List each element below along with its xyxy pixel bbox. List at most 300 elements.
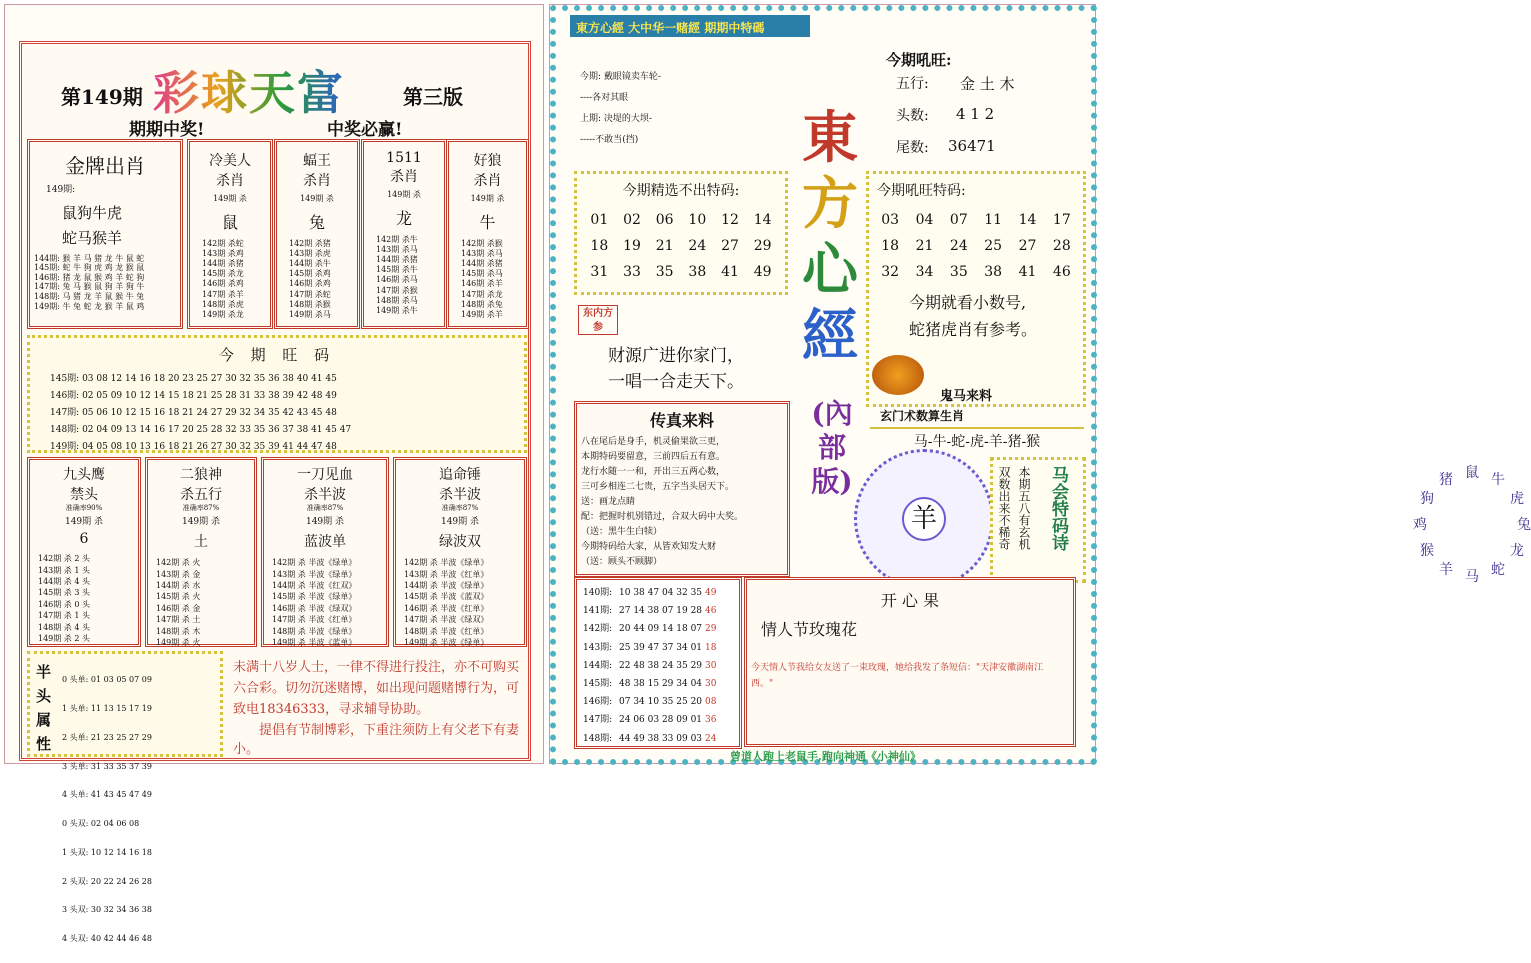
number-cell: 24 xyxy=(688,238,707,254)
bantou-row: 0 头双: 02 04 06 08 xyxy=(62,819,140,829)
jinpai-issue: 149期: xyxy=(46,185,76,195)
not-out-title: 今期精选不出特码: xyxy=(622,183,740,199)
number-cell: 12 xyxy=(721,212,739,228)
result-row xyxy=(583,639,739,657)
bottom-row: 147期 杀 半波《绿双》 xyxy=(404,615,489,625)
hot-title: 今期吼旺特码: xyxy=(877,183,966,199)
jinpai-line1: 鼠狗牛虎 xyxy=(62,203,123,222)
result-special: 30 xyxy=(705,679,717,690)
kill-row: 144期 杀猪 xyxy=(202,259,244,268)
side-title: 马会特码诗 xyxy=(1048,466,1068,551)
number-cell: 31 xyxy=(590,264,609,280)
result-row xyxy=(583,675,739,693)
kill-row: 145期 杀马 xyxy=(461,269,503,279)
zodiac-sign: 猪 xyxy=(1439,471,1453,488)
bottom-row: 142期 杀 火 xyxy=(156,558,201,568)
zodiac-sign: 龙 xyxy=(1510,543,1525,559)
history-row: 145期: 蛇 牛 狗 虎 鸡 龙 猴 鼠 xyxy=(34,263,145,273)
bottom-pick: 绿波双 xyxy=(439,534,481,551)
number-cell: 01 xyxy=(590,212,609,228)
result-special: 29 xyxy=(705,624,717,635)
kill-row: 142期 杀牛 xyxy=(376,234,418,244)
kill-row: 146期 杀羊 xyxy=(461,279,503,289)
result-issue: 144期: xyxy=(583,660,613,671)
result-special: 24 xyxy=(705,733,717,744)
bottom-row: 143期 杀 1 头 xyxy=(38,565,90,575)
kill-row: 146期 杀鸡 xyxy=(289,279,331,289)
zodiac-sign: 马 xyxy=(1465,569,1479,585)
chuanzhen-line: （送：顾头不顾脚） xyxy=(581,557,663,567)
bottom-rate: 准确率87% xyxy=(182,504,220,512)
zodiac-center: 羊 xyxy=(902,497,946,541)
bantou-label xyxy=(36,660,51,756)
result-row xyxy=(583,711,739,729)
result-row xyxy=(583,620,739,638)
chuanzhen-line: 配：把握时机别错过，合双大码中大奖。 xyxy=(581,512,744,522)
result-issue: 147期: xyxy=(583,715,613,726)
bottom-row: 147期 杀 土 xyxy=(156,615,201,625)
kill-title-2: 杀肖 xyxy=(473,173,502,189)
wang-title: 今期吼旺: xyxy=(886,51,952,69)
kill-title-2: 杀肖 xyxy=(216,173,244,189)
wangma-row: 145期: 03 08 12 14 16 18 20 23 25 27 30 32 35 36 38 40 41 45 xyxy=(50,374,337,384)
bottom-title-2: 杀半波 xyxy=(304,487,346,503)
bottom-row: 147期 杀 1 头 xyxy=(38,611,90,621)
bottom-row: 149期 杀 半波《绿单》 xyxy=(404,638,489,648)
kill-row: 149期 杀羊 xyxy=(461,310,503,320)
kill-sub: 149期 杀 xyxy=(470,194,505,203)
number-cell: 27 xyxy=(1018,238,1037,254)
number-cell: 41 xyxy=(1018,264,1037,280)
number-cell: 41 xyxy=(721,264,739,280)
notice-text-2: 提倡有节制博彩，下重注须防上有父老下有妻小。 xyxy=(233,723,520,757)
result-special: 18 xyxy=(705,642,717,653)
bottom-row: 148期 杀 4 头 xyxy=(38,622,90,632)
history-row: 144期: 猴 羊 马 猪 龙 牛 鼠 蛇 xyxy=(34,253,145,263)
chuanzhen-line: 八在尾后是身手，机灵偷果欲三更， xyxy=(581,437,726,447)
bantou-row: 1 头双: 10 12 14 16 18 xyxy=(62,847,152,857)
jinpai-history xyxy=(34,254,180,312)
bottom-title-2: 杀半波 xyxy=(439,487,481,503)
bantou-row: 3 头双: 30 32 34 36 38 xyxy=(62,905,152,915)
brand-title xyxy=(796,105,864,369)
bottom-row: 142期 杀 半波《绿单》 xyxy=(404,558,489,568)
number-cell: 29 xyxy=(753,238,772,254)
kill-column xyxy=(274,139,360,329)
number-cell: 35 xyxy=(655,264,674,280)
chuanzhen-line: 龙行水随一一和，开出三五两心数， xyxy=(581,467,726,477)
bottom-rows xyxy=(156,557,254,648)
wangma-row: 148期: 02 04 09 13 14 16 17 20 25 28 32 33 35 36 37 38 41 45 47 xyxy=(50,425,352,435)
result-numbers: 27 14 38 07 19 28 xyxy=(619,606,703,617)
kill-column xyxy=(187,139,273,329)
number-cell: 11 xyxy=(984,212,1003,228)
kill-row: 146期 杀鸡 xyxy=(202,279,244,289)
bottom-rows xyxy=(272,557,386,648)
bantou-row: 2 头单: 21 23 25 27 29 xyxy=(62,732,152,742)
wangma-row: 146期: 02 05 09 10 12 14 15 18 21 25 28 31 33 38 39 42 48 49 xyxy=(50,391,337,401)
result-numbers: 24 06 03 28 09 01 xyxy=(619,715,703,726)
number-cell: 28 xyxy=(1052,238,1071,254)
kill-row: 142期 杀猴 xyxy=(461,238,503,248)
bottom-sub: 149期 杀 xyxy=(305,516,345,527)
kill-row: 147期 杀羊 xyxy=(202,289,244,299)
wx-label: 五行: xyxy=(896,76,929,92)
number-cell: 14 xyxy=(1018,212,1037,228)
bottom-title-2: 杀五行 xyxy=(180,487,222,503)
not-out-grid xyxy=(583,212,779,280)
bottom-row: 143期 杀 半波《绿单》 xyxy=(272,569,357,579)
result-numbers: 48 38 15 29 34 04 xyxy=(619,679,703,690)
left-page xyxy=(4,4,544,944)
kill-row: 143期 杀鸡 xyxy=(202,248,244,258)
kill-pick: 兔 xyxy=(308,212,325,232)
kill-row: 142期 杀猪 xyxy=(289,238,331,248)
number-cell: 04 xyxy=(915,212,934,228)
bottom-row: 146期 杀 0 头 xyxy=(38,599,90,609)
kill-row: 144期 杀猪 xyxy=(376,255,418,264)
result-issue: 146期: xyxy=(583,697,613,708)
history-row: 146期: 猪 龙 鼠 猴 鸡 羊 蛇 狗 xyxy=(34,272,145,282)
brand-char: 東 xyxy=(802,105,858,171)
result-special: 36 xyxy=(705,715,717,726)
jinpai-line2: 蛇马猴羊 xyxy=(62,228,123,247)
issue-number: 第149期 xyxy=(61,85,143,109)
label-char: 属 xyxy=(36,711,52,729)
result-row xyxy=(583,602,739,620)
bottom-row: 142期 杀 2 头 xyxy=(38,554,90,564)
bottom-row: 147期 杀 半波《红单》 xyxy=(272,615,357,625)
wei-label: 尾数: xyxy=(896,140,929,156)
zodiac-sign: 兔 xyxy=(1517,517,1531,533)
kill-row: 143期 杀马 xyxy=(461,248,503,258)
kill-column xyxy=(361,139,447,329)
kill-row: 148期 杀猴 xyxy=(289,299,331,309)
number-cell: 46 xyxy=(1052,264,1071,280)
bantou-row: 4 头双: 40 42 44 46 48 xyxy=(62,934,152,944)
hot-tip-1: 今期就看小数号, xyxy=(909,293,1027,312)
bottom-row: 145期 杀 火 xyxy=(156,592,201,602)
bottom-sub: 149期 杀 xyxy=(181,516,221,527)
bottom-title-1: 二狼神 xyxy=(180,467,222,483)
wx-value: 金 土 木 xyxy=(960,75,1015,93)
side-poem-2: 本期五八有玄机 xyxy=(1017,466,1031,550)
kill-row: 148期 杀兔 xyxy=(461,299,503,309)
number-cell: 35 xyxy=(949,264,968,280)
slogan-left: 期期中奖! xyxy=(129,120,205,140)
result-special: 49 xyxy=(705,588,717,598)
zodiac-sign: 猴 xyxy=(1419,543,1434,559)
number-cell: 02 xyxy=(623,212,641,228)
label-char: 性 xyxy=(36,735,52,753)
chuanzhen-line: 三可乡相连二七贵，五字当头居天下。 xyxy=(581,482,735,492)
zodiac-sign: 蛇 xyxy=(1491,562,1505,579)
kill-sub: 149期 杀 xyxy=(387,190,421,199)
number-cell: 27 xyxy=(721,238,739,254)
number-cell: 38 xyxy=(688,264,707,280)
kill-rows xyxy=(376,235,444,317)
results-list xyxy=(583,584,739,748)
number-cell: 21 xyxy=(655,238,674,254)
bottom-row: 144期 杀 半波《绿单》 xyxy=(404,581,489,590)
kill-row: 144期 杀牛 xyxy=(289,259,331,268)
bottom-row: 143期 杀 金 xyxy=(156,569,201,579)
result-numbers: 22 48 38 24 35 29 xyxy=(619,660,703,671)
bottom-sub: 149期 杀 xyxy=(440,516,480,527)
result-row xyxy=(583,584,739,602)
number-cell: 24 xyxy=(949,238,968,254)
bottom-rate: 准确率87% xyxy=(441,504,479,512)
kill-row: 147期 杀蛇 xyxy=(289,289,331,299)
right-page xyxy=(549,4,1531,764)
wangma-row: 149期: 04 05 08 10 13 16 18 21 26 27 30 32 35 39 41 44 47 48 xyxy=(50,442,337,452)
footer-text: 曾道人跑上老鼠手,跑向神通《小神仙》 xyxy=(730,750,921,763)
number-cell: 32 xyxy=(881,264,900,280)
result-numbers: 20 44 09 14 18 07 xyxy=(619,624,703,635)
banner: 東方心經 大中华一赌經 期期中特碼 xyxy=(570,15,810,37)
xuanmen-label: 玄门术数算生肖 xyxy=(880,409,965,423)
bottom-sub: 149期 杀 xyxy=(64,516,104,527)
bottom-row: 145期 杀 半波《蓝双》 xyxy=(404,592,489,602)
riddle-lines xyxy=(580,67,661,151)
bottom-rate: 准确率90% xyxy=(65,504,103,512)
bottom-row: 144期 杀 半波《红双》 xyxy=(272,581,357,590)
kill-row: 143期 杀虎 xyxy=(289,248,331,258)
bottom-column xyxy=(393,457,527,647)
kill-pick: 龙 xyxy=(395,208,412,228)
bottom-column xyxy=(145,457,257,647)
bottom-pick: 蓝波单 xyxy=(304,534,346,551)
zodiac-sign: 狗 xyxy=(1419,491,1434,507)
number-cell: 18 xyxy=(881,238,900,254)
tiger-icon xyxy=(872,355,924,395)
chuanzhen-line: 今期特码给大家，从皆欢知发大财 xyxy=(581,542,717,552)
kill-title-1: 好狼 xyxy=(473,153,502,169)
kaixin-title: 开 心 果 xyxy=(880,591,940,610)
number-cell: 21 xyxy=(915,238,934,254)
side-poem-1: 双数出来不稀奇 xyxy=(997,466,1011,550)
zodiac-sign: 虎 xyxy=(1510,491,1525,507)
history-row: 147期: 兔 马 猴 鼠 狗 羊 狗 牛 xyxy=(34,282,145,292)
chuanzhen-title: 传真来料 xyxy=(649,411,714,430)
result-issue: 140期: xyxy=(583,588,613,598)
bantou-row: 1 头单: 11 13 15 17 19 xyxy=(62,703,152,713)
bottom-pick: 6 xyxy=(79,531,89,548)
kill-pick: 牛 xyxy=(479,212,496,232)
bottom-pick: 土 xyxy=(194,534,208,551)
kill-row: 145期 杀牛 xyxy=(376,265,418,275)
bottom-row: 144期 杀 4 头 xyxy=(38,577,90,586)
wangma-box xyxy=(27,335,527,453)
result-numbers: 07 34 10 35 25 20 xyxy=(619,697,703,708)
kill-title-2: 杀肖 xyxy=(390,169,418,185)
bantou-box xyxy=(27,651,223,944)
kill-row: 145期 杀龙 xyxy=(202,269,244,279)
zodiac-sign: 牛 xyxy=(1491,471,1505,488)
bottom-row: 143期 杀 半波《红单》 xyxy=(404,569,489,579)
bottom-row: 149期 杀 2 头 xyxy=(38,634,90,644)
kill-row: 147期 杀龙 xyxy=(461,289,503,299)
results-box xyxy=(574,577,742,749)
number-cell: 06 xyxy=(655,212,674,228)
slogan-right: 中奖必赢! xyxy=(327,120,403,140)
riddle-line: ----各对其眼 xyxy=(580,93,629,103)
hot-tip-2: 蛇猪虎肖有参考。 xyxy=(909,320,1038,339)
wangma-title: 今 期 旺 码 xyxy=(218,346,336,364)
kill-row: 149期 杀龙 xyxy=(202,310,244,320)
kill-column xyxy=(446,139,529,329)
bottom-row: 145期 杀 3 头 xyxy=(38,588,90,598)
kill-row: 146期 杀马 xyxy=(376,275,418,285)
brand-subtitle: (內部版) xyxy=(811,397,853,498)
number-cell: 19 xyxy=(623,238,641,254)
kill-title-2: 杀肖 xyxy=(303,173,331,189)
poem-line-2: 一唱一合走天下。 xyxy=(608,372,744,392)
chuanzhen-line: 本期特码要留意，三前四后五有意。 xyxy=(581,452,726,462)
chuanzhen-line: 送：画龙点睛 xyxy=(581,497,636,507)
kill-rows xyxy=(461,239,526,321)
bottom-rows xyxy=(404,557,524,648)
kill-row: 145期 杀鸡 xyxy=(289,269,331,279)
number-cell: 33 xyxy=(623,264,641,280)
bantou-row: 2 头双: 20 22 24 26 28 xyxy=(62,876,152,886)
jinpai-title: 金牌出肖 xyxy=(65,154,145,178)
number-cell: 38 xyxy=(984,264,1003,280)
bantou-row: 0 头单: 01 03 05 07 09 xyxy=(62,675,152,685)
bottom-row: 146期 杀 半波《红单》 xyxy=(404,603,489,613)
kill-row: 148期 杀马 xyxy=(376,295,418,305)
chuanzhen-box xyxy=(574,401,790,577)
kill-row: 142期 杀蛇 xyxy=(202,238,244,248)
kaixin-text: 今天情人节我给女友送了一束玫瑰，她给我发了条短信："天津安徽湖南江西。" xyxy=(751,663,1044,689)
bottom-row: 148期 杀 半波《绿单》 xyxy=(272,626,357,636)
bantou-row: 4 头单: 41 43 45 47 49 xyxy=(62,790,152,800)
brand-char: 方 xyxy=(802,171,858,237)
kill-pick: 鼠 xyxy=(221,212,238,232)
bottom-rate: 准确率87% xyxy=(306,504,344,512)
bottom-column xyxy=(261,457,389,647)
bottom-row: 148期 杀 木 xyxy=(156,626,201,636)
kill-row: 144期 杀猪 xyxy=(461,259,503,268)
chuanzhen-line: （送：黑牛生白犊） xyxy=(581,527,663,537)
result-special: 30 xyxy=(705,660,717,671)
bottom-column xyxy=(27,457,141,647)
bottom-row: 146期 杀 半波《绿双》 xyxy=(272,603,357,613)
chuanzhen-lines xyxy=(581,435,787,570)
result-numbers: 10 38 47 04 32 35 xyxy=(619,588,703,598)
kill-rows xyxy=(289,239,357,321)
history-row: 148期: 马 猪 龙 羊 鼠 猴 牛 兔 xyxy=(34,291,145,301)
number-cell: 14 xyxy=(753,212,772,228)
bottom-title-1: 一刀见血 xyxy=(297,467,353,483)
wangma-row: 147期: 05 06 10 12 15 16 18 21 24 27 29 32 34 35 42 43 45 48 xyxy=(50,408,337,418)
result-row xyxy=(583,730,739,748)
label-char: 头 xyxy=(36,687,52,705)
wei-value: 36471 xyxy=(948,137,996,155)
hot-grid xyxy=(873,212,1079,280)
number-cell: 10 xyxy=(688,212,707,228)
kill-title-1: 1511 xyxy=(386,150,422,166)
masthead-title: 彩球天富 xyxy=(153,57,345,123)
result-special: 46 xyxy=(705,606,717,617)
kill-row: 149期 杀牛 xyxy=(376,306,418,316)
number-cell: 34 xyxy=(915,264,934,280)
bottom-row: 148期 杀 半波《红单》 xyxy=(404,626,489,636)
kill-title-1: 冷美人 xyxy=(209,153,251,169)
result-numbers: 25 39 47 37 34 01 xyxy=(619,642,703,653)
bottom-title-1: 九头鹰 xyxy=(63,467,105,483)
brand-char: 經 xyxy=(802,303,858,369)
kill-row: 149期 杀马 xyxy=(289,310,331,320)
wangma-rows xyxy=(50,371,524,456)
result-numbers: 44 49 38 33 09 03 xyxy=(619,733,703,744)
tou-value: 4 1 2 xyxy=(956,105,995,123)
kill-row: 147期 杀猴 xyxy=(376,285,418,295)
zodiac-sign: 鼠 xyxy=(1465,465,1479,481)
number-cell: 17 xyxy=(1052,212,1071,228)
poem-side-box xyxy=(990,457,1086,583)
result-issue: 141期: xyxy=(583,606,613,617)
jinpai-box xyxy=(27,139,183,329)
kill-row: 143期 杀马 xyxy=(376,244,418,254)
bottom-title-2: 禁头 xyxy=(70,487,98,503)
riddle-line: 上期: 决堤的大坝- xyxy=(580,114,652,124)
kill-sub: 149期 杀 xyxy=(213,194,247,203)
kill-row: 148期 杀虎 xyxy=(202,299,244,309)
number-cell: 18 xyxy=(590,238,609,254)
brand-char: 心 xyxy=(802,237,858,303)
result-special: 08 xyxy=(705,697,717,708)
stamp: 东内方参 xyxy=(578,305,618,335)
zodiac-sign: 羊 xyxy=(1439,562,1453,579)
label-char: 半 xyxy=(36,663,52,681)
kaixin-subtitle: 情人节玫瑰花 xyxy=(761,620,858,639)
result-row xyxy=(583,693,739,711)
bottom-row: 142期 杀 半波《绿单》 xyxy=(272,558,357,568)
notice-text: 未满十八岁人士，一律不得进行投注，亦不可购买六合彩。切勿沉迷赌博，如出现问题赌博行为，可致电18346333，寻求辅导协助。 xyxy=(233,660,520,717)
result-row xyxy=(583,657,739,675)
number-cell: 07 xyxy=(949,212,968,228)
bantou-row: 3 头单: 31 33 35 37 39 xyxy=(62,761,152,771)
bottom-rows xyxy=(38,553,138,644)
number-cell: 25 xyxy=(984,238,1003,254)
kill-rows xyxy=(202,239,270,321)
result-issue: 142期: xyxy=(583,624,613,635)
not-out-box xyxy=(574,171,788,295)
riddle-line: 今期: 戴眼镜卖车轮- xyxy=(580,72,661,82)
guima-label: 鬼马来料 xyxy=(940,389,993,404)
poem-line-1: 财源广进你家门， xyxy=(608,346,744,366)
number-cell: 49 xyxy=(753,264,772,280)
edition-label: 第三版 xyxy=(403,85,463,109)
kaixin-box xyxy=(744,577,1076,747)
bottom-row: 149期 杀 半波《蓝单》 xyxy=(272,638,357,648)
tou-label: 头数: xyxy=(896,108,929,124)
result-issue: 143期: xyxy=(583,642,613,653)
bottom-row: 146期 杀 金 xyxy=(156,603,201,613)
history-row: 149期: 牛 兔 蛇 龙 猴 羊 鼠 鸡 xyxy=(34,301,145,311)
kill-sub: 149期 杀 xyxy=(300,194,334,203)
result-issue: 148期: xyxy=(583,733,613,744)
bottom-row: 144期 杀 水 xyxy=(156,581,201,590)
xuanmen-value: 马-牛-蛇-虎-羊-猪-猴 xyxy=(870,427,1084,451)
bantou-rows xyxy=(62,656,152,963)
bottom-row: 145期 杀 半波《绿单》 xyxy=(272,592,357,602)
kill-title-1: 蝠王 xyxy=(303,153,331,169)
result-issue: 145期: xyxy=(583,679,613,690)
bottom-row: 149期 杀 火 xyxy=(156,638,201,648)
riddle-line: -----不敢当(挡) xyxy=(580,135,639,145)
